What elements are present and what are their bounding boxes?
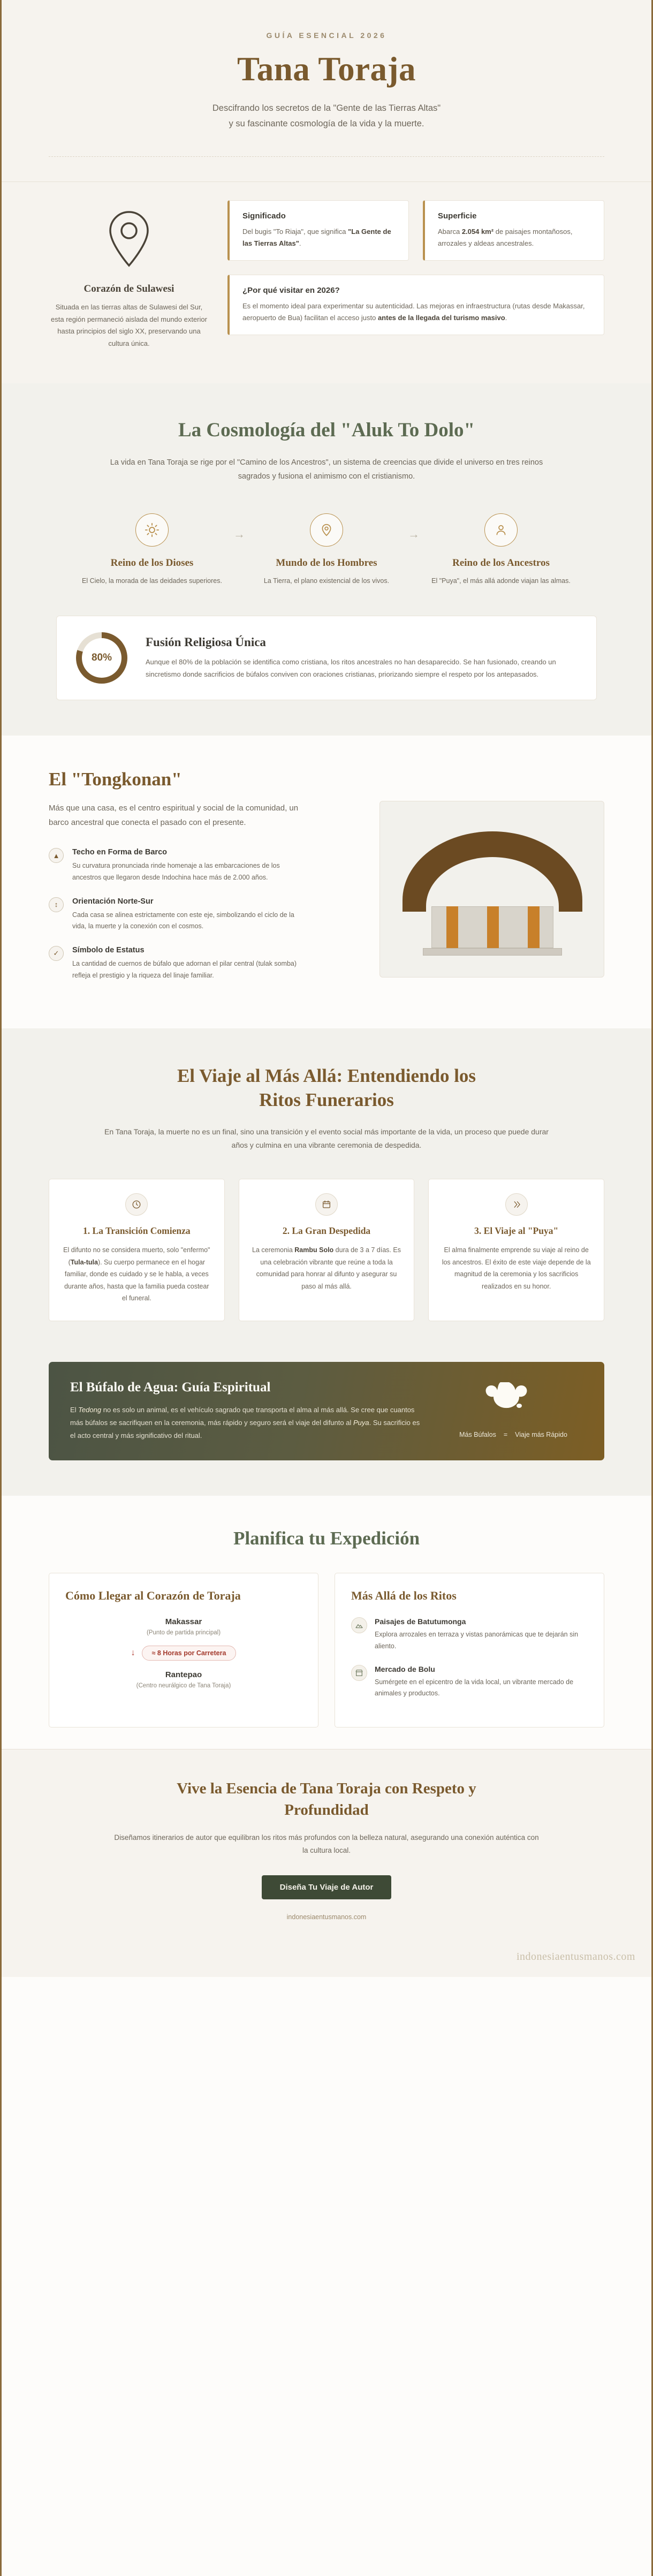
map-pin-icon-small: [310, 513, 343, 547]
location-title: Corazón de Sulawesi: [83, 283, 174, 294]
tongkonan-title: El "Tongkonan": [49, 769, 182, 790]
cosmology-title: La Cosmología del "Aluk To Dolo": [178, 419, 475, 441]
why-visit-text: [242, 300, 591, 324]
buffalo-italic-1: Tedong: [78, 1405, 102, 1414]
buffalo-eq-op: =: [503, 1430, 508, 1438]
feature-orientation-title: Orientación Norte-Sur: [72, 897, 154, 906]
realm-gods-text: El Cielo, la morada de las deidades superiores.: [82, 577, 222, 585]
why-text-bold: antes de la llegada del turismo masivo: [377, 314, 505, 322]
hero-section: [2, 0, 651, 182]
buffalo-title: El Búfalo de Agua: Guía Espiritual: [70, 1380, 271, 1395]
step1-text-italic: Tula-tula: [70, 1258, 98, 1266]
hero-kicker: GUÍA ESENCIAL 2026: [266, 31, 387, 40]
funerary-steps: [49, 1179, 604, 1321]
person-icon: [484, 513, 518, 547]
tongkonan-base: [423, 948, 562, 956]
buffalo-text-block: [70, 1380, 422, 1442]
plan-grid: [49, 1573, 604, 1728]
realm-ancestors-text: El "Puya", el más allá adonde viajan las almas.: [431, 577, 571, 585]
realm-ancestors: [426, 513, 576, 587]
step2-text-before: La ceremonia: [252, 1246, 295, 1254]
cta-title: [49, 1778, 604, 1820]
fusion-donut-chart: [76, 632, 127, 684]
page-title: Tana Toraja: [237, 50, 416, 88]
route-destination: [65, 1670, 302, 1689]
area-text-bold: 2.054 km²: [461, 227, 494, 236]
calendar-icon: [315, 1193, 338, 1216]
hero-subtitle-line2: y su fascinante cosmología de la vida y la muerte.: [229, 119, 424, 129]
intro-card-row: [227, 200, 604, 261]
clock-icon: [125, 1193, 148, 1216]
fusion-text: Aunque el 80% de la población se identifica como cristiana, los ritos ancestrales no han desaparecido. Se han fusionado, creando un sincretismo donde sacrificios de búfalos conviven con oraciones cristianas, priorizando siempre el respeto por los antepasados.: [146, 657, 556, 679]
meaning-card: [227, 200, 409, 261]
step-farewell: [239, 1179, 415, 1321]
feature-roof-text: Su curvatura pronunciada rinde homenaje a las embarcaciones de los ancestros que llegaron desde Indochina hace más de 2.000 años.: [72, 862, 280, 881]
design-trip-button[interactable]: Diseña Tu Viaje de Autor: [262, 1875, 392, 1899]
chevrons-right-icon: [505, 1193, 528, 1216]
hero-subtitle-line1: Descifrando los secretos de la "Gente de las Tierras Altas": [212, 103, 441, 113]
step-transition: [49, 1179, 225, 1321]
feature-status-title: Símbolo de Estatus: [72, 946, 145, 955]
why-visit-title: ¿Por qué visitar en 2026?: [242, 286, 340, 296]
buffalo-equation: [444, 1382, 583, 1440]
buffalo-eq-left: Más Búfalos: [459, 1430, 496, 1438]
poi-bolu-market: [351, 1665, 588, 1700]
funerary-lead: En Tana Toraja, la muerte no es un final, sino una transición y el evento social más importante de la vida, un proceso que puede durar años y culmina en una vibrante ceremonia de despedida.: [104, 1127, 549, 1150]
step-puya-title: 3. El Viaje al "Puya": [474, 1225, 559, 1237]
poi-batutumonga: [351, 1617, 588, 1652]
area-card-text: [438, 226, 591, 249]
meaning-text-before: Del bugis "To Riaja", que significa: [242, 227, 348, 236]
fusion-card: [56, 616, 597, 700]
step-transition-title: 1. La Transición Comienza: [83, 1225, 191, 1237]
feature-roof: [49, 848, 355, 883]
route-destination-meta: (Centro neurálgico de Tana Toraja): [136, 1683, 231, 1689]
funerary-title-line2: Ritos Funerarios: [259, 1089, 394, 1111]
route-leg: [65, 1646, 302, 1661]
route-origin-meta: (Punto de partida principal): [146, 1630, 221, 1636]
intro-section: [2, 182, 651, 383]
sun-icon: [135, 513, 169, 547]
why-visit-card: [227, 275, 604, 335]
tongkonan-post-1: [446, 906, 458, 948]
buffalo-text-mid: no es solo un animal, es el vehículo sagrado que transporta el alma al más allá. Se cree que cuantos más búfalos se sacrifiquen en la ceremonia, más rápido y seguro será el viaje del difunto al: [70, 1405, 415, 1427]
step1-text-after: ). Su cuerpo permanece en el hogar familiar, donde es cuidado y se le habla, a veces durante años, hasta que la familia pueda costear el funeral.: [64, 1258, 209, 1302]
feature-roof-title: Techo en Forma de Barco: [72, 848, 167, 857]
buffalo-equation-row: [444, 1430, 583, 1440]
realm-humans-title: Mundo de los Hombres: [276, 557, 377, 569]
buffalo-text-before: El: [70, 1405, 79, 1414]
plan-section: [2, 1496, 651, 1749]
meaning-card-title: Significado: [242, 211, 286, 221]
tongkonan-post-3: [528, 906, 540, 948]
realm-gods: [77, 513, 227, 587]
intro-cards: [227, 200, 604, 335]
beyond-card: [335, 1573, 604, 1728]
step-puya-text: El alma finalmente emprende su viaje al reino de los ancestros. El éxito de este viaje depende de la magnitud de la ceremonia y los sacrificios realizados en su honor.: [442, 1246, 591, 1290]
area-text-after: de paisajes montañosos, arrozales y aldeas ancestrales.: [438, 227, 573, 247]
fusion-percent: 80%: [82, 638, 122, 678]
area-card-title: Superficie: [438, 211, 477, 221]
feature-status: [49, 946, 355, 981]
step-farewell-title: 2. La Gran Despedida: [282, 1225, 371, 1237]
feature-status-text: La cantidad de cuernos de búfalo que adornan el pilar central (tulak somba) refleja el prestigio y la riqueza del linaje familiar.: [72, 960, 297, 979]
buffalo-italic-2: Puya: [353, 1418, 369, 1427]
route-card: [49, 1573, 318, 1728]
poi-batutumonga-title: Paisajes de Batutumonga: [375, 1617, 466, 1626]
arrow-down-icon: ↓: [131, 1648, 135, 1658]
poi-bolu-market-text: Sumérgete en el epicentro de la vida local, un vibrante mercado de animales y productos.: [375, 1678, 574, 1698]
buffalo-banner: [49, 1362, 604, 1460]
mountain-icon: [351, 1617, 367, 1633]
cta-site-url[interactable]: indonesiaentusmanos.com: [286, 1913, 367, 1921]
area-card: [423, 200, 604, 261]
area-text-before: Abarca: [438, 227, 462, 236]
cosmology-section: [2, 383, 651, 736]
meaning-text-bold: "La Gente de las Tierras Altas": [242, 227, 391, 247]
footer-brand: indonesiaentusmanos.com: [2, 1945, 651, 1977]
cta-text: Diseñamos itinerarios de autor que equilibran los ritos más profundos con la belleza natural, asegurando una conexión auténtica con la cultura local.: [114, 1833, 539, 1855]
feature-orientation: [49, 897, 355, 933]
step1-text-before: El difunto no se considera muerto, solo "enfermo" (: [63, 1246, 210, 1266]
tongkonan-lead: Más que una casa, es el centro espiritual y social de la comunidad, un barco ancestral que conecta el pasado con el presente.: [49, 804, 299, 828]
map-pin-icon: [49, 209, 209, 271]
check-icon: ✓: [49, 946, 64, 961]
realm-humans-text: La Tierra, el plano existencial de los vivos.: [263, 577, 390, 585]
buffalo-skull-icon: [444, 1382, 583, 1422]
cta-title-line1: Vive la Esencia de Tana Toraja con Respeto y: [177, 1780, 476, 1798]
location-text: Situada en las tierras altas de Sulawesi del Sur, esta región permaneció aislada del mundo exterior hasta principios del siglo XX, preservando una cultura única.: [51, 302, 207, 348]
compass-icon: ↕: [49, 897, 64, 912]
route-origin-name: Makassar: [165, 1617, 202, 1627]
plan-title: Planifica tu Expedición: [233, 1527, 420, 1549]
buffalo-text-after: . Su sacrificio es el acto central y más significativo del ritual.: [70, 1418, 420, 1439]
feature-orientation-text: Cada casa se alinea estrictamente con este eje, simbolizando el ciclo de la vida, la muerte y la conexión con el cosmos.: [72, 911, 294, 930]
poi-bolu-market-title: Mercado de Bolu: [375, 1664, 435, 1673]
meaning-text-after: .: [299, 239, 301, 247]
route-origin: [65, 1617, 302, 1636]
poi-batutumonga-text: Explora arrozales en terraza y vistas panorámicas que te dejarán sin aliento.: [375, 1631, 579, 1650]
tongkonan-content: [49, 801, 604, 995]
funerary-section: [2, 1028, 651, 1357]
tongkonan-illustration: [379, 801, 604, 978]
buffalo-eq-right: Viaje más Rápido: [515, 1430, 567, 1438]
fusion-text-block: [146, 635, 577, 681]
why-text-before: Es el momento ideal para experimentar su autenticidad. Las mejoras en infraestructura (rutas desde Makassar, aeropuerto de Bua) facilitan el acceso justo: [242, 302, 585, 322]
tongkonan-post-2: [487, 906, 499, 948]
cosmology-lead: La vida en Tana Toraja se rige por el "Camino de los Ancestros", un sistema de creencias que divide el universo en tres reinos sagrados y fusiona el animismo con el cristianismo.: [110, 458, 543, 481]
triangle-roof-icon: ▲: [49, 848, 64, 863]
funerary-title: [49, 1064, 604, 1112]
buffalo-section: [2, 1357, 651, 1496]
cta-section: [2, 1749, 651, 1945]
step-puya: [428, 1179, 604, 1321]
buffalo-text: [70, 1404, 422, 1442]
cta-title-line2: Profundidad: [284, 1801, 369, 1819]
hero-divider: [49, 156, 604, 157]
step2-text-italic: Rambu Solo: [294, 1246, 334, 1254]
arrow-right-icon-2: →: [408, 527, 420, 541]
realm-humans: [252, 513, 401, 587]
step2-text-after: dura de 3 a 7 días. Es una celebración vibrante que reúne a toda la comunidad para honrar al difunto y asegurar su paso al más allá.: [256, 1246, 401, 1290]
store-icon: [351, 1665, 367, 1681]
meaning-card-text: [242, 226, 396, 249]
fusion-title: Fusión Religiosa Única: [146, 635, 266, 649]
location-block: [49, 200, 209, 350]
hero-subtitle: [123, 101, 530, 132]
funerary-title-line1: El Viaje al Más Allá: Entendiendo los: [177, 1065, 476, 1086]
tongkonan-section: [2, 736, 651, 1028]
step-farewell-text: [252, 1244, 401, 1292]
route-duration-badge: ≈ 8 Horas por Carretera: [142, 1646, 237, 1661]
realms-row: [49, 513, 604, 587]
beyond-card-title: Más Allá de los Ritos: [351, 1588, 457, 1602]
route-destination-name: Rantepao: [165, 1670, 202, 1680]
realm-ancestors-title: Reino de los Ancestros: [452, 557, 550, 569]
tongkonan-features: [49, 801, 355, 995]
why-text-after: .: [505, 314, 507, 322]
realm-gods-title: Reino de los Dioses: [110, 557, 194, 569]
route-card-title: Cómo Llegar al Corazón de Toraja: [65, 1588, 241, 1602]
step-transition-text: [62, 1244, 211, 1305]
arrow-right-icon-1: →: [233, 527, 245, 541]
